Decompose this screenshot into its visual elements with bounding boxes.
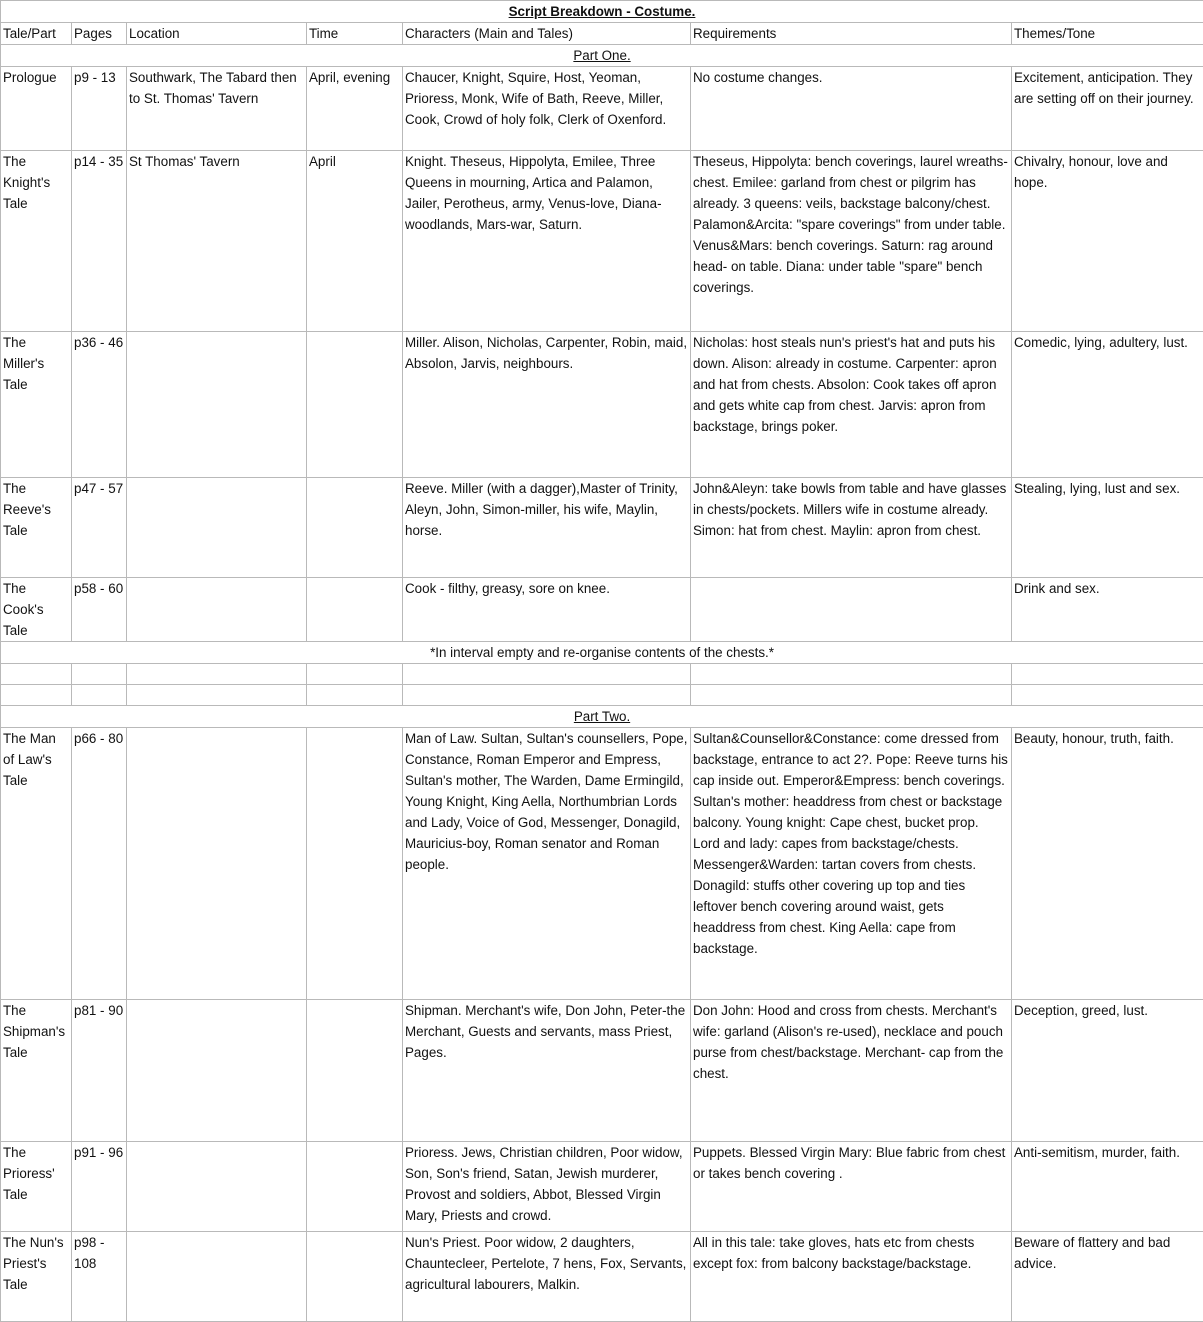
empty-cell[interactable] [127,685,307,706]
table-row [1,151,1203,332]
empty-cell[interactable] [403,685,691,706]
header-pages[interactable]: Pages [72,23,127,45]
cell-tale[interactable]: The Knight's Tale [1,151,72,332]
cell-pages[interactable]: p66 - 80 [72,728,127,1000]
part-one-label: Part One. [573,48,630,63]
cell-location[interactable] [127,332,307,478]
cell-requirements[interactable]: Nicholas: host steals nun's priest's hat and puts his down. Alison: already in costume. Carpenter: apron and hat from chests. Absolon: Cook takes off apron and gets white cap from chest. Jarvis: apron from backstage, brings poker. [691,332,1012,478]
table-row [1,67,1203,151]
interval-note-cell[interactable]: *In interval empty and re-organise contents of the chests.* [1,642,1203,664]
sheet-title: Script Breakdown - Costume. [509,4,696,19]
cell-location[interactable] [127,1000,307,1142]
cell-pages[interactable]: p98 - 108 [72,1232,127,1322]
empty-cell[interactable] [1,664,72,685]
cell-pages[interactable]: p81 - 90 [72,1000,127,1142]
cell-requirements[interactable]: No costume changes. [691,67,1012,151]
empty-row [1,664,1203,685]
table-row [1,1232,1203,1322]
header-themes-tone[interactable]: Themes/Tone [1012,23,1203,45]
interval-note-row [1,642,1203,664]
empty-cell[interactable] [307,664,403,685]
header-location[interactable]: Location [127,23,307,45]
cell-pages[interactable]: p91 - 96 [72,1142,127,1232]
empty-cell[interactable] [1012,685,1203,706]
cell-requirements[interactable] [691,578,1012,642]
table-row [1,478,1203,578]
cell-themes[interactable]: Drink and sex. [1012,578,1203,642]
part-one-cell[interactable] [1,45,1203,67]
cell-location[interactable] [127,478,307,578]
cell-themes[interactable]: Deception, greed, lust. [1012,1000,1203,1142]
part-two-row [1,706,1203,728]
cell-tale[interactable]: The Reeve's Tale [1,478,72,578]
cell-pages[interactable]: p47 - 57 [72,478,127,578]
part-one-row [1,45,1203,67]
empty-cell[interactable] [1,685,72,706]
part-two-label: Part Two. [574,709,630,724]
table-row [1,1142,1203,1232]
cell-characters[interactable]: Knight. Theseus, Hippolyta, Emilee, Three Queens in mourning, Artica and Palamon, Jailer, Perotheus, army, Venus-love, Diana-woodlands, Mars-war, Saturn. [403,151,691,332]
cell-location[interactable] [127,578,307,642]
cell-time[interactable]: April, evening [307,67,403,151]
cell-themes[interactable]: Beauty, honour, truth, faith. [1012,728,1203,1000]
cell-pages[interactable]: p58 - 60 [72,578,127,642]
empty-cell[interactable] [1012,664,1203,685]
empty-cell[interactable] [72,664,127,685]
cell-themes[interactable]: Comedic, lying, adultery, lust. [1012,332,1203,478]
cell-pages[interactable]: p36 - 46 [72,332,127,478]
cell-requirements[interactable]: Theseus, Hippolyta: bench coverings, laurel wreaths-chest. Emilee: garland from chest or pilgrim has already. 3 queens: veils, backstage balcony/chest. Palamon&Arcita: "spare coverings" from under table. Venus&Mars: bench coverings. Saturn: rag around head- on table. Diana: under table "spare" bench coverings. [691,151,1012,332]
table-row [1,1000,1203,1142]
empty-cell[interactable] [307,685,403,706]
cell-themes[interactable]: Anti-semitism, murder, faith. [1012,1142,1203,1232]
cell-location[interactable] [127,728,307,1000]
empty-cell[interactable] [72,685,127,706]
cell-themes[interactable]: Stealing, lying, lust and sex. [1012,478,1203,578]
header-characters[interactable]: Characters (Main and Tales) [403,23,691,45]
cell-characters[interactable]: Cook - filthy, greasy, sore on knee. [403,578,691,642]
cell-tale[interactable]: The Cook's Tale [1,578,72,642]
empty-cell[interactable] [127,664,307,685]
cell-location[interactable]: St Thomas' Tavern [127,151,307,332]
cell-characters[interactable]: Nun's Priest. Poor widow, 2 daughters, Chauntecleer, Pertelote, 7 hens, Fox, Servants, agricultural labourers, Malkin. [403,1232,691,1322]
cell-characters[interactable]: Chaucer, Knight, Squire, Host, Yeoman, Prioress, Monk, Wife of Bath, Reeve, Miller, Cook, Crowd of holy folk, Clerk of Oxenford. [403,67,691,151]
cell-tale[interactable]: The Prioress' Tale [1,1142,72,1232]
header-row [1,23,1203,45]
cell-requirements[interactable]: Puppets. Blessed Virgin Mary: Blue fabric from chest or takes bench covering . [691,1142,1012,1232]
cell-requirements[interactable]: All in this tale: take gloves, hats etc from chests except fox: from balcony backstage/backstage. [691,1232,1012,1322]
cell-requirements[interactable]: John&Aleyn: take bowls from table and have glasses in chests/pockets. Millers wife in costume already. Simon: hat from chest. Maylin: apron from chest. [691,478,1012,578]
cell-characters[interactable]: Shipman. Merchant's wife, Don John, Peter-the Merchant, Guests and servants, mass Priest, Pages. [403,1000,691,1142]
table-row [1,578,1203,642]
header-time[interactable]: Time [307,23,403,45]
cell-time[interactable] [307,1142,403,1232]
cell-location[interactable]: Southwark, The Tabard then to St. Thomas' Tavern [127,67,307,151]
empty-cell[interactable] [403,664,691,685]
cell-themes[interactable]: Beware of flattery and bad advice. [1012,1232,1203,1322]
empty-cell[interactable] [691,685,1012,706]
cell-time[interactable] [307,478,403,578]
title-row [1,1,1203,23]
cell-characters[interactable]: Prioress. Jews, Christian children, Poor widow, Son, Son's friend, Satan, Jewish murderer, Provost and soldiers, Abbot, Blessed Virgin Mary, Priests and crowd. [403,1142,691,1232]
cell-tale[interactable]: The Miller's Tale [1,332,72,478]
header-tale-part[interactable]: Tale/Part [1,23,72,45]
cell-pages[interactable]: p9 - 13 [72,67,127,151]
cell-tale[interactable]: Prologue [1,67,72,151]
cell-time[interactable] [307,1000,403,1142]
cell-themes[interactable]: Excitement, anticipation. They are setting off on their journey. [1012,67,1203,151]
title-cell[interactable] [1,1,1203,23]
cell-location[interactable] [127,1142,307,1232]
cell-tale[interactable]: The Man of Law's Tale [1,728,72,1000]
table-row [1,332,1203,478]
cell-characters[interactable]: Man of Law. Sultan, Sultan's counsellers, Pope, Constance, Roman Emperor and Empress, Sultan's mother, The Warden, Dame Ermingild, Young Knight, King Aella, Northumbrian Lords and Lady, Voice of God, Messenger, Donagild, Mauricius-boy, Roman senator and Roman people. [403,728,691,1000]
cell-time[interactable] [307,332,403,478]
cell-characters[interactable]: Miller. Alison, Nicholas, Carpenter, Robin, maid, Absolon, Jarvis, neighbours. [403,332,691,478]
cell-time[interactable] [307,578,403,642]
table-row [1,728,1203,1000]
cell-location[interactable] [127,1232,307,1322]
cell-tale[interactable]: The Nun's Priest's Tale [1,1232,72,1322]
header-requirements[interactable]: Requirements [691,23,1012,45]
cell-time[interactable]: April [307,151,403,332]
part-two-cell[interactable] [1,706,1203,728]
cell-time[interactable] [307,1232,403,1322]
cell-characters[interactable]: Reeve. Miller (with a dagger),Master of Trinity, Aleyn, John, Simon-miller, his wife, Maylin, horse. [403,478,691,578]
cell-pages[interactable]: p14 - 35 [72,151,127,332]
cell-requirements[interactable]: Don John: Hood and cross from chests. Merchant's wife: garland (Alison's re-used), necklace and pouch purse from chest/backstage. Merchant- cap from the chest. [691,1000,1012,1142]
empty-cell[interactable] [691,664,1012,685]
cell-themes[interactable]: Chivalry, honour, love and hope. [1012,151,1203,332]
empty-row [1,685,1203,706]
cell-tale[interactable]: The Shipman's Tale [1,1000,72,1142]
cell-requirements[interactable]: Sultan&Counsellor&Constance: come dressed from backstage, entrance to act 2?. Pope: Reeve turns his cap inside out. Emperor&Empress: bench coverings. Sultan's mother: headdress from chest or backstage balcony. Young knight: Cape chest, bucket prop. Lord and lady: capes from backstage/chests. Messenger&Warden: tartan covers from chests. Donagild: stuffs other covering up top and ties leftover bench covering around waist, gets headdress from chest. King Aella: cape from backstage. [691,728,1012,1000]
cell-time[interactable] [307,728,403,1000]
